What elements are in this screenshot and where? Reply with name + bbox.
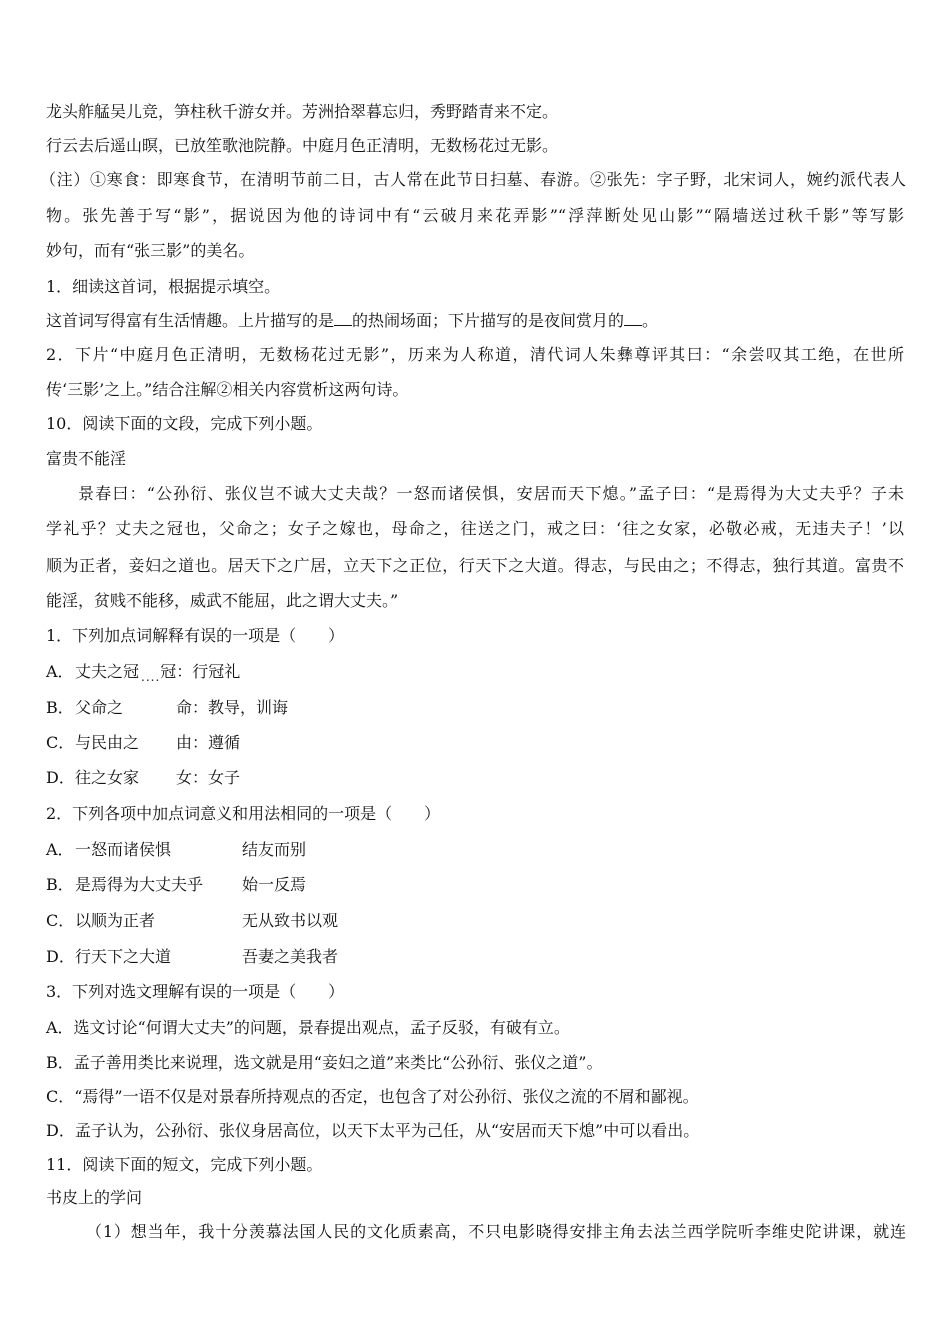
option-a[interactable] bbox=[46, 662, 240, 687]
passage-line: 能淫，贫贱不能移，威武不能屈，此之谓大丈夫。” bbox=[46, 591, 399, 610]
question-9-2: 传‘三影’之上。”结合注解②相关内容赏析这两句诗。 bbox=[46, 380, 409, 399]
option-phrase: 无从致书以观 bbox=[242, 911, 339, 930]
option-phrase: 是焉得为大丈夫乎 bbox=[75, 875, 204, 894]
option-b[interactable]: B．孟子善用类比来说理，选文就是用“妾妇之道”来类比“公孙衍、张仪之道”。 bbox=[46, 1053, 603, 1072]
blank[interactable] bbox=[624, 325, 642, 326]
emphasis-dots: .... bbox=[141, 670, 161, 684]
option-word: 父命之 bbox=[75, 698, 124, 717]
option-a[interactable]: A．选文讨论“何谓大丈夫”的问题，景春提出观点，孟子反驳，有破有立。 bbox=[46, 1018, 570, 1037]
passage-line: （1）想当年，我十分羡慕法国人民的文化质素高，不只电影晓得安排主角去法兰西学院听李维史陀讲课，就连 bbox=[86, 1222, 906, 1241]
passage-line: 顺为正者，妾妇之道也。居天下之广居，立天下之正位，行天下之大道。得志，与民由之；不得志，独行其道。富贵不 bbox=[46, 556, 904, 575]
option-phrase: 一怒而诸侯惧 bbox=[75, 840, 172, 859]
option-a[interactable] bbox=[46, 840, 446, 860]
question-9-1: 1．细读这首词，根据提示填空。 bbox=[46, 277, 281, 296]
text: 的热闹场面；下片描写的是夜间赏月的 bbox=[352, 311, 625, 330]
option-phrase: 始一反焉 bbox=[242, 875, 307, 894]
passage-line: 景春曰：“公孙衍、张仪岂不诚大丈夫哉？一怒而诸侯惧，安居而天下熄。”孟子曰：“是焉得为大丈夫乎？子未 bbox=[78, 484, 904, 503]
option-b[interactable] bbox=[46, 875, 446, 895]
option-d[interactable] bbox=[46, 947, 446, 967]
option-c[interactable]: C．“焉得”一语不仅是对景春所持观点的否定，也包含了对公孙衍、张仪之流的不屑和鄙视。 bbox=[46, 1087, 699, 1106]
option-word: 往之女家 bbox=[75, 768, 140, 787]
option-phrase: 结友而别 bbox=[242, 840, 307, 859]
option-letter: C． bbox=[46, 911, 75, 930]
note-line: 妙句，而有“张三影”的美名。 bbox=[46, 241, 255, 260]
poem-line: 行云去后遥山暝，已放笙歌池院静。中庭月色正清明，无数杨花过无影。 bbox=[46, 136, 559, 155]
passage-line: 学礼乎？丈夫之冠也，父命之；女子之嫁也，母命之，往送之门，戒之曰：‘往之女家，必敬必戒，无违夫子！’以 bbox=[46, 519, 904, 538]
question-9-2: 2．下片“中庭月色正清明，无数杨花过无影”，历来为人称道，清代词人朱彝尊评其曰：“余尝叹其工绝，在世所 bbox=[46, 345, 904, 364]
option-meaning: 由：遵循 bbox=[176, 733, 241, 752]
passage-title: 书皮上的学问 bbox=[46, 1188, 143, 1207]
option-meaning: 命：教导，训诲 bbox=[176, 698, 289, 717]
text: 。 bbox=[642, 311, 659, 330]
question-9-1-text bbox=[46, 311, 658, 331]
text: 这首词写得富有生活情趣。上片描写的是 bbox=[46, 311, 335, 330]
option-phrase: 以顺为正者 bbox=[75, 911, 156, 930]
passage-title: 富贵不能淫 bbox=[46, 449, 127, 468]
option-phrase: 行天下之大道 bbox=[75, 947, 172, 966]
option-letter: B． bbox=[46, 698, 74, 717]
option-d[interactable]: D．孟子认为，公孙衍、张仪身居高位，以天下太平为己任，从“安居而天下熄”中可以看出。 bbox=[46, 1121, 700, 1140]
option-word: 丈夫之冠 bbox=[75, 662, 140, 681]
option-letter: A． bbox=[46, 840, 74, 859]
question-10-intro: 10．阅读下面的文段，完成下列小题。 bbox=[46, 414, 323, 433]
sub-question-1: 1．下列加点词解释有误的一项是（ ） bbox=[46, 626, 345, 645]
option-d[interactable] bbox=[46, 768, 346, 788]
option-letter: D． bbox=[46, 768, 75, 787]
poem-line: 龙头舴艋吴儿竞，笋柱秋千游女并。芳洲拾翠暮忘归，秀野踏青来不定。 bbox=[46, 102, 559, 121]
sub-question-2: 2．下列各项中加点词意义和用法相同的一项是（ ） bbox=[46, 804, 441, 823]
question-11-intro: 11．阅读下面的短文，完成下列小题。 bbox=[46, 1155, 323, 1174]
option-letter: B． bbox=[46, 875, 74, 894]
option-letter: A． bbox=[46, 662, 74, 681]
option-meaning: 女：女子 bbox=[176, 768, 241, 787]
option-letter: C． bbox=[46, 733, 75, 752]
option-letter: D． bbox=[46, 947, 75, 966]
option-b[interactable] bbox=[46, 698, 346, 718]
sub-question-3: 3．下列对选文理解有误的一项是（ ） bbox=[46, 982, 345, 1001]
option-c[interactable] bbox=[46, 911, 446, 931]
option-meaning: 冠：行冠礼 bbox=[160, 662, 241, 681]
option-c[interactable] bbox=[46, 733, 346, 753]
option-word: 与民由之 bbox=[75, 733, 140, 752]
note-line: 物。张先善于写“影”，据说因为他的诗词中有“云破月来花弄影”“浮萍断处见山影”“隔墙送过秋千影”等写影 bbox=[46, 206, 904, 225]
blank[interactable] bbox=[334, 325, 352, 326]
note-line: （注）①寒食：即寒食节，在清明节前二日，古人常在此节日扫墓、春游。②张先：字子野，北宋词人，婉约派代表人 bbox=[40, 170, 906, 189]
option-phrase: 吾妻之美我者 bbox=[242, 947, 339, 966]
